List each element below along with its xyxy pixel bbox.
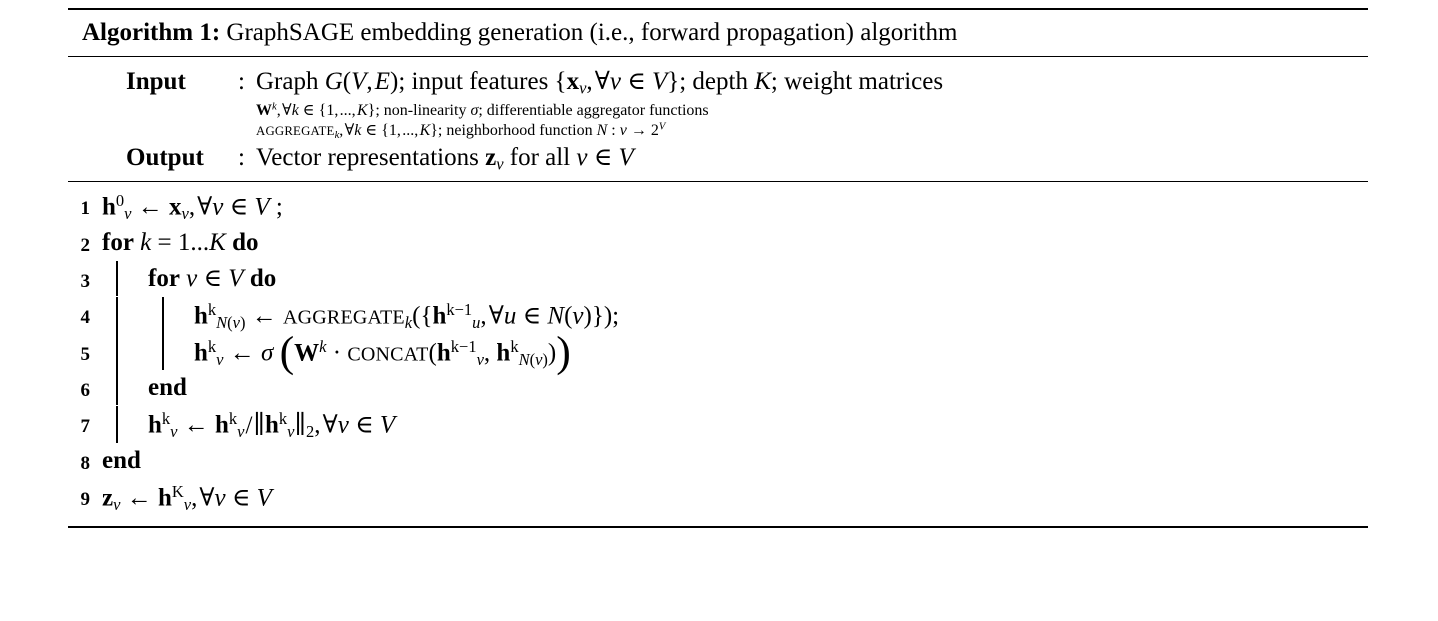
line-code: $z_v$ ← $h^K_v$, ∀v ∈ V: [102, 481, 272, 515]
line-code: $h^k_{N(v)}$ ← $AGGREGATE_k(\{h^{k-1}_u$, ∀u ∈ N(v)});: [90, 297, 1368, 334]
line-code: $h^k_v$ ← $h^k_v/\parallel h^k_v\parallel_2$, ∀v ∈ V: [90, 406, 1368, 443]
algorithm-line: [68, 261, 1368, 297]
algorithm-title-text: GraphSAGE embedding generation (i.e., forward propagation) algorithm: [226, 19, 958, 46]
algorithm-line: [68, 443, 1368, 479]
algorithm-body: [68, 182, 1368, 525]
line-number: 5: [80, 343, 90, 365]
input-row: [68, 65, 1368, 100]
indent-bar: [116, 370, 118, 405]
line-number: 3: [80, 271, 90, 293]
algorithm-block: [68, 8, 1368, 528]
input-line-3: $AGGREGATE_k$, ∀k ∈ {1, ..., K}; neighborhood function N : $v \to 2^V$: [256, 121, 666, 141]
input-line-2: $W^k$, ∀k ∈ {1, ..., K}; non-linearity σ; differentiable aggregator functions: [256, 101, 709, 119]
output-label: Output: [126, 143, 204, 171]
indent-bar: [116, 297, 118, 334]
line-number: 2: [80, 235, 90, 257]
line-code: $h^0_v$ ← $x_v$, ∀v ∈ V ;: [102, 191, 283, 224]
algorithm-label: Algorithm 1:: [82, 19, 221, 46]
line-code: [90, 443, 1368, 478]
algorithm-line: [68, 370, 1368, 406]
indent-bar: [162, 297, 164, 334]
line-code: $h^k_v$ ← σ ($W^k$ · $CONCAT(h^{k-1}_v$, $h^k_{N(v)}$)): [90, 334, 1368, 371]
end-keyword: end: [148, 374, 187, 402]
input-line-1: Graph G(V, E); input features {$x_v$, ∀v ∈ V}; depth K; weight matrices: [256, 68, 944, 98]
output-row: [68, 141, 1368, 176]
algorithm-line: [68, 225, 1368, 261]
io-block: [68, 57, 1368, 181]
line-number: 1: [80, 198, 90, 220]
algorithm-line: [68, 188, 1368, 225]
algorithm-line: [68, 297, 1368, 334]
line-number: 6: [80, 380, 90, 402]
output-line: Vector representations $z_v$ for all v ∈ V: [256, 143, 634, 174]
line-number: 8: [80, 452, 90, 474]
line-number: 9: [80, 488, 90, 510]
input-label: Input: [126, 68, 186, 95]
algorithm-title: [68, 10, 1368, 56]
end-keyword: end: [102, 446, 141, 474]
algorithm-line: [68, 406, 1368, 443]
line-code: for v ∈ V do: [90, 261, 1368, 296]
algorithm-line: [68, 479, 1368, 516]
indent-bar: [116, 261, 118, 296]
input-colon: :: [238, 68, 245, 95]
line-number: 4: [80, 307, 90, 329]
indent-bar: [116, 334, 118, 371]
indent-bar: [162, 334, 164, 371]
bottom-rule: [68, 526, 1368, 528]
indent-bar: [116, 406, 118, 443]
algorithm-line: [68, 327, 1368, 376]
line-code: for k = 1...K do: [102, 229, 259, 257]
line-number: 7: [80, 416, 90, 438]
output-colon: :: [238, 143, 245, 171]
